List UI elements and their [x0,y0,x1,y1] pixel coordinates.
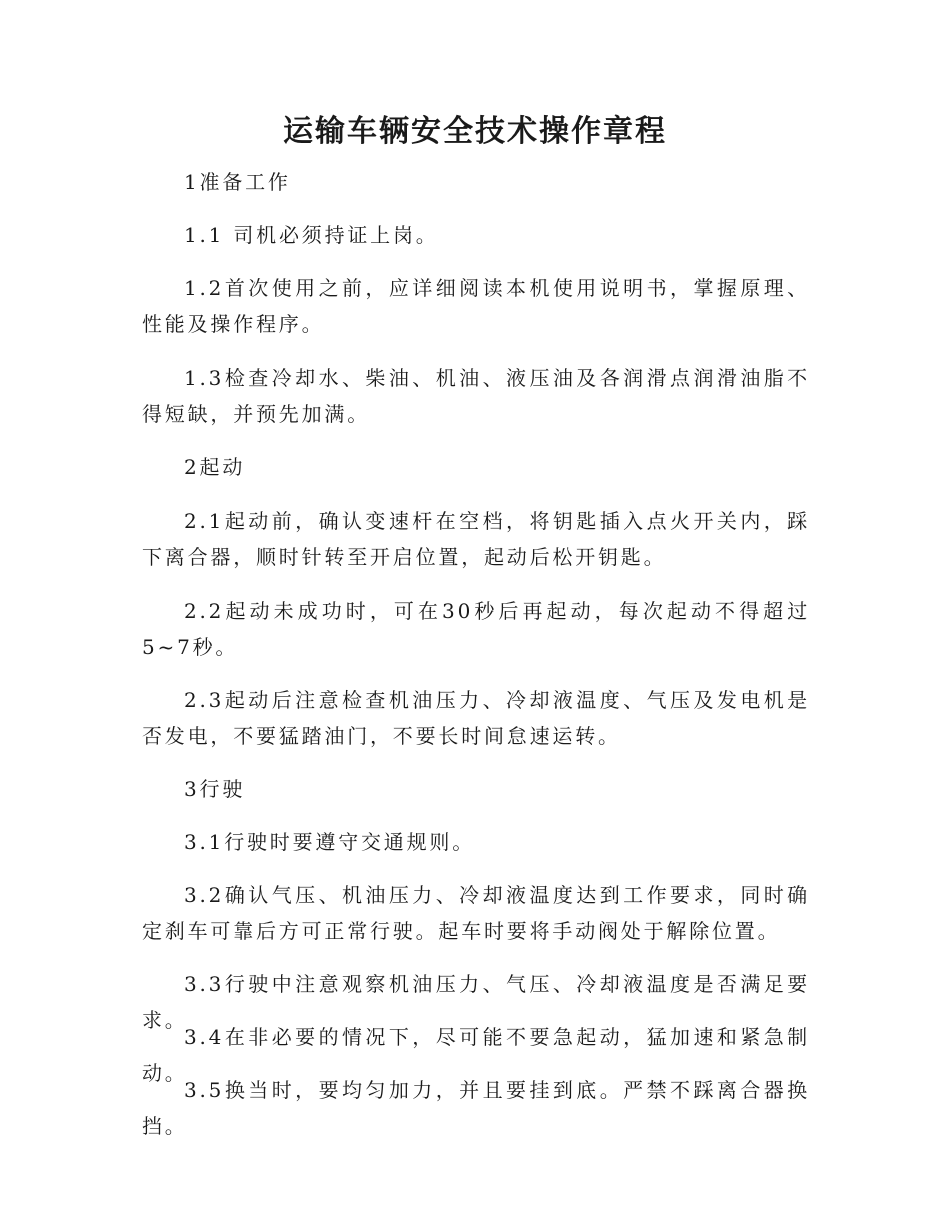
paragraph: 3.1行驶时要遵守交通规则。 [184,830,476,854]
section-heading: 3行驶 [184,777,246,801]
paragraph: 1.1 司机必须持证上岗。 [184,223,439,247]
paragraph: 2.2起动未成功时，可在30秒后再起动，每次起动不得超过5~7秒。 [142,599,810,659]
paragraph: 3.3行驶中注意观察机油压力、气压、冷却液温度是否满足要求。 [142,972,810,1032]
document-title: 运输车辆安全技术操作章程 [283,114,667,149]
section-heading: 1准备工作 [184,170,291,194]
paragraph: 1.2首次使用之前，应详细阅读本机使用说明书，掌握原理、性能及操作程序。 [142,276,810,336]
section-heading: 2起动 [184,455,246,479]
paragraph: 2.3起动后注意检查机油压力、冷却液温度、气压及发电机是否发电，不要猛踏油门，不要长时间怠速运转。 [142,688,810,748]
paragraph: 3.5换当时，要均匀加力，并且要挂到底。严禁不踩离合器换挡。 [142,1078,810,1138]
paragraph: 3.4在非必要的情况下，尽可能不要急起动，猛加速和紧急制动。 [142,1025,810,1085]
paragraph: 1.3检查冷却水、柴油、机油、液压油及各润滑点润滑油脂不得短缺，并预先加满。 [142,366,810,426]
paragraph: 3.2确认气压、机油压力、冷却液温度达到工作要求，同时确定刹车可靠后方可正常行驶。起车时要将手动阀处于解除位置。 [142,883,810,943]
paragraph: 2.1起动前，确认变速杆在空档，将钥匙插入点火开关内，踩下离合器，顺时针转至开启位置，起动后松开钥匙。 [142,509,810,569]
